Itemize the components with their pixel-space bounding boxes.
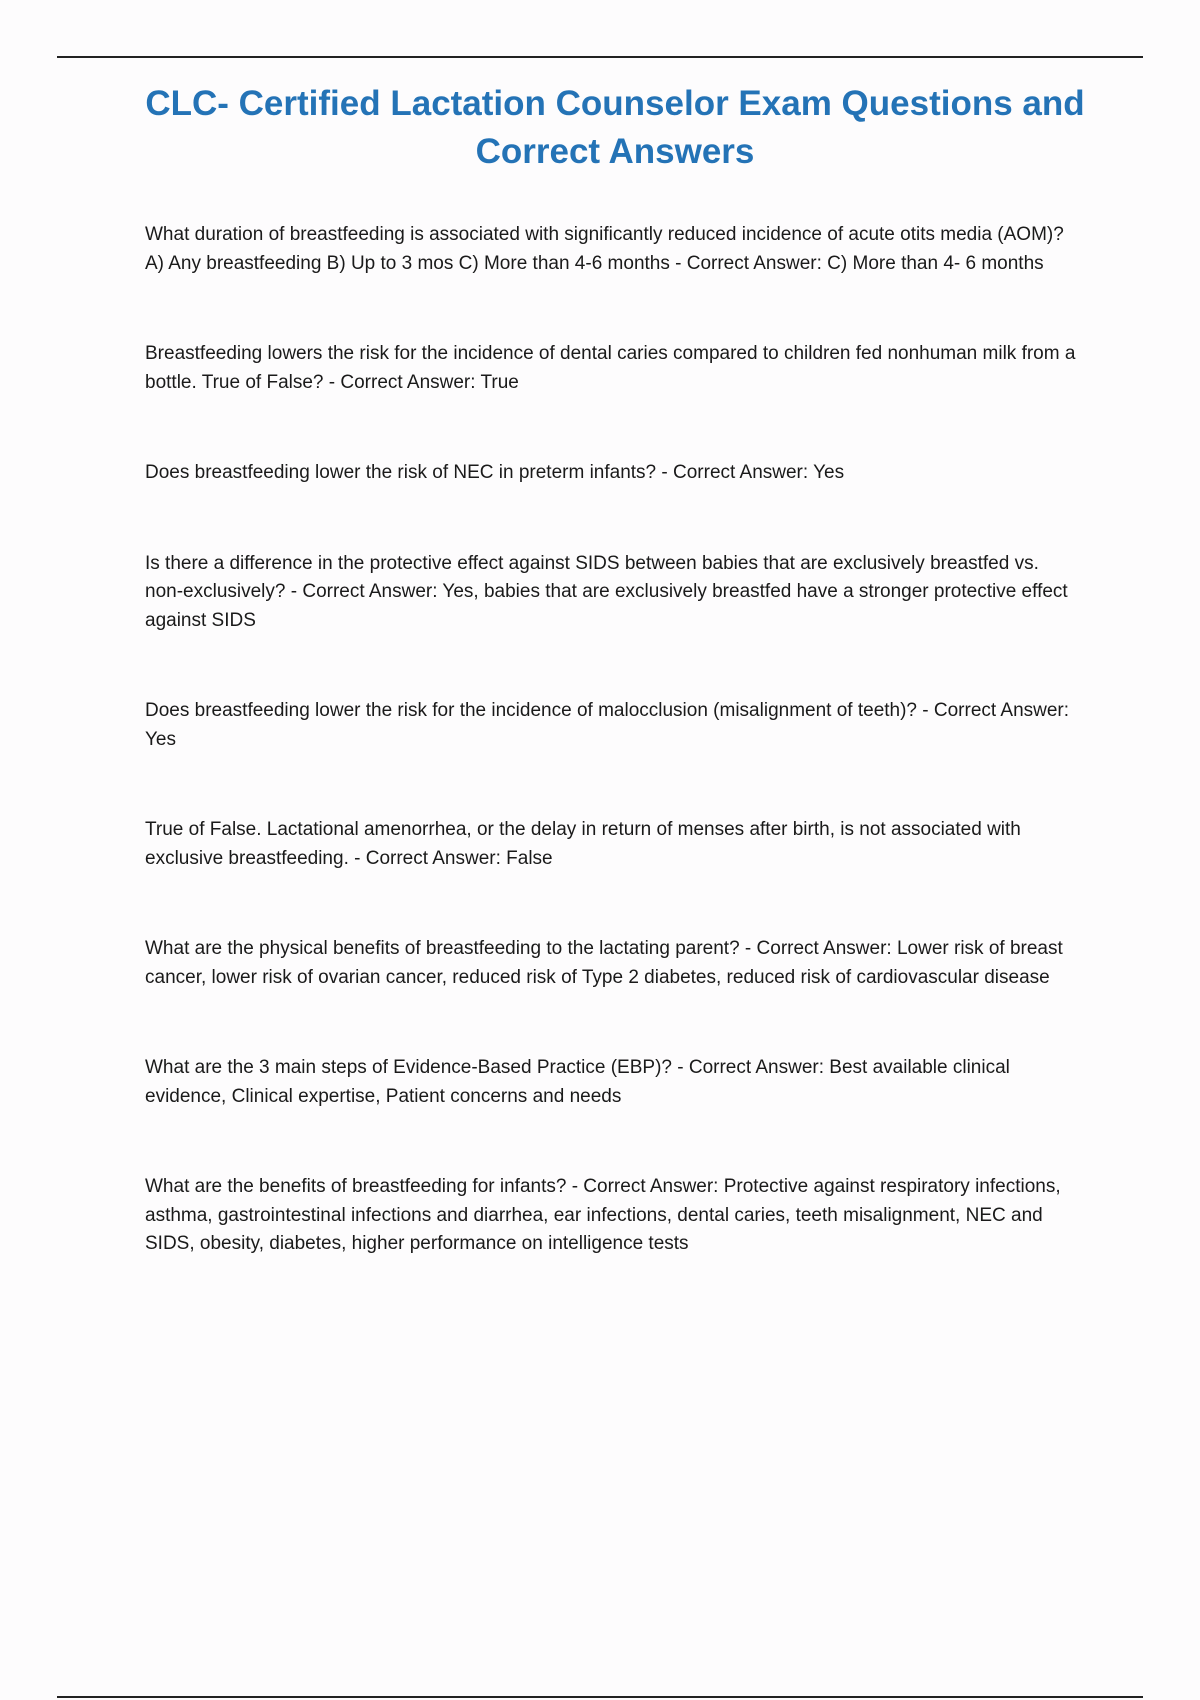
qa-item: Does breastfeeding lower the risk of NEC in preterm infants? - Correct Answer: Yes xyxy=(145,462,845,483)
qa-item: What duration of breastfeeding is associated with significantly reduced incidence of acute otits media (AOM)? A) Any breastfeeding B) Up to 3 mos C) More than 4-6 months - Correct Answer: C) More than 4- 6 months xyxy=(145,224,1064,274)
qa-item: Does breastfeeding lower the risk for the incidence of malocclusion (misalignment of teeth)? - Correct Answer: Yes xyxy=(145,700,1070,750)
qa-item: What are the 3 main steps of Evidence-Based Practice (EBP)? - Correct Answer: Best available clinical evidence, Clinical expertise, Patient concerns and needs xyxy=(145,1057,1010,1107)
qa-item: Breastfeeding lowers the risk for the incidence of dental caries compared to children fed nonhuman milk from a bottle. True of False? - Correct Answer: True xyxy=(145,343,1076,393)
qa-item: True of False. Lactational amenorrhea, or the delay in return of menses after birth, is not associated with exclusive breastfeeding. - Correct Answer: False xyxy=(145,819,1021,869)
footer-rule xyxy=(57,1696,1143,1698)
document-title: CLC- Certified Lactation Counselor Exam Questions and Correct Answers xyxy=(145,84,1085,171)
qa-item: What are the physical benefits of breastfeeding to the lactating parent? - Correct Answer: Lower risk of breast cancer, lower risk of ovarian cancer, reduced risk of Type 2 diabetes, reduced risk of cardiovascular disease xyxy=(145,938,1063,988)
qa-list xyxy=(145,221,1080,1259)
qa-item: Is there a difference in the protective effect against SIDS between babies that are exclusively breastfed vs. non-exclusively? - Correct Answer: Yes, babies that are exclusively breastfed have a stronger protective effect against SIDS xyxy=(145,552,1068,631)
qa-item: What are the benefits of breastfeeding for infants? - Correct Answer: Protective against respiratory infections, asthma, gastrointestinal infections and diarrhea, ear infections, dental caries, teeth misalignment, NEC and SIDS, obesity, diabetes, higher performance on intelligence tests xyxy=(145,1176,1061,1254)
header-rule xyxy=(57,56,1143,58)
